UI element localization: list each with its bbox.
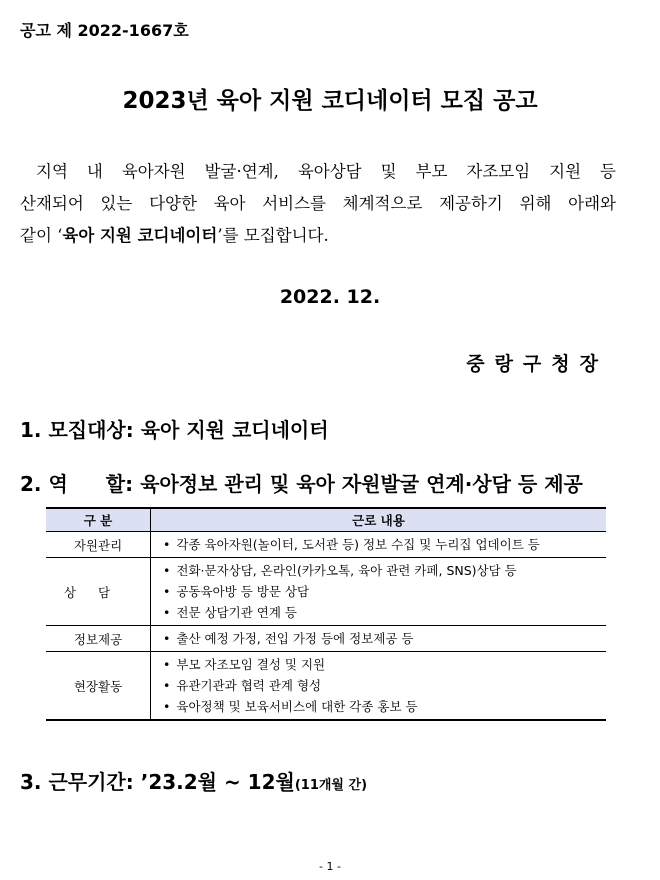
- notice-date: 2022. 12.: [279, 286, 381, 308]
- row-items: [151, 532, 607, 558]
- table-row: [46, 558, 606, 626]
- section-2-label-b: 할:: [105, 472, 134, 496]
- list-item: • 공동육아방 등 방문 상담: [163, 581, 606, 602]
- section-3-label: 3. 근무기간:: [20, 770, 134, 794]
- intro-paragraph: [20, 156, 616, 252]
- header-content: 근로 내용: [151, 508, 607, 532]
- duties-table: [46, 507, 606, 721]
- table-row: [46, 626, 606, 652]
- table-row: [46, 652, 606, 721]
- list-item: • 전문 상담기관 연계 등: [163, 602, 606, 623]
- list-item: • 출산 예정 가정, 전입 가정 등에 정보제공 등: [163, 628, 606, 649]
- section-1-value: 육아 지원 코디네이터: [140, 418, 329, 442]
- duties-table-header-row: [46, 508, 606, 532]
- row-category-field-activity: 현장활동: [46, 652, 151, 721]
- list-item: • 부모 자조모임 결성 및 지원: [163, 654, 606, 675]
- section-2-value: 육아정보 관리 및 육아 자원발굴 연계·상담 등 제공: [140, 472, 583, 496]
- row-category-information: 정보제공: [46, 626, 151, 652]
- list-item: • 육아정책 및 보육서비스에 대한 각종 홍보 등: [163, 696, 606, 717]
- intro-line-3: [20, 220, 616, 252]
- row-category-consultation: 상담: [46, 558, 151, 626]
- section-work-period: [20, 766, 367, 795]
- list-item: • 유관기관과 협력 관계 형성: [163, 675, 606, 696]
- header-category: 구 분: [46, 508, 151, 532]
- row-items: [151, 626, 607, 652]
- intro-line-2: 산재되어 있는 다양한 육아 서비스를 체계적으로 제공하기 위해 아래와: [20, 194, 616, 213]
- intro-line-1: 지역 내 육아자원 발굴·연계, 육아상담 및 부모 자조모임 지원 등: [36, 162, 616, 181]
- section-2-label-a: 2. 역: [20, 472, 68, 496]
- notice-number: 공고 제 2022-1667호: [20, 21, 189, 40]
- section-1-label: 1. 모집대상:: [20, 418, 134, 442]
- section-recruitment-target: [20, 414, 329, 443]
- row-category-resource-management: 자원관리: [46, 532, 151, 558]
- list-item: • 전화·문자상담, 온라인(카카오톡, 육아 관련 카페, SNS)상담 등: [163, 560, 606, 581]
- row-items: [151, 652, 607, 721]
- section-3-value: ’23.2월 ~ 12월: [140, 770, 295, 794]
- document-title: 2023년 육아 지원 코디네이터 모집 공고: [122, 88, 538, 114]
- issuing-office: 중랑구청장: [466, 353, 608, 375]
- section-role: [20, 468, 583, 497]
- intro-line-3-after: ’를 모집합니다.: [217, 226, 329, 245]
- intro-line-3-before: 같이 ‘: [20, 226, 63, 245]
- table-row: [46, 532, 606, 558]
- row-items: [151, 558, 607, 626]
- list-item: • 각종 육아자원(놀이터, 도서관 등) 정보 수집 및 누리집 업데이트 등: [163, 534, 606, 555]
- intro-line-3-bold: 육아 지원 코디네이터: [62, 226, 218, 245]
- page-number: - 1 -: [319, 860, 341, 873]
- section-3-note: (11개월 간): [294, 778, 368, 793]
